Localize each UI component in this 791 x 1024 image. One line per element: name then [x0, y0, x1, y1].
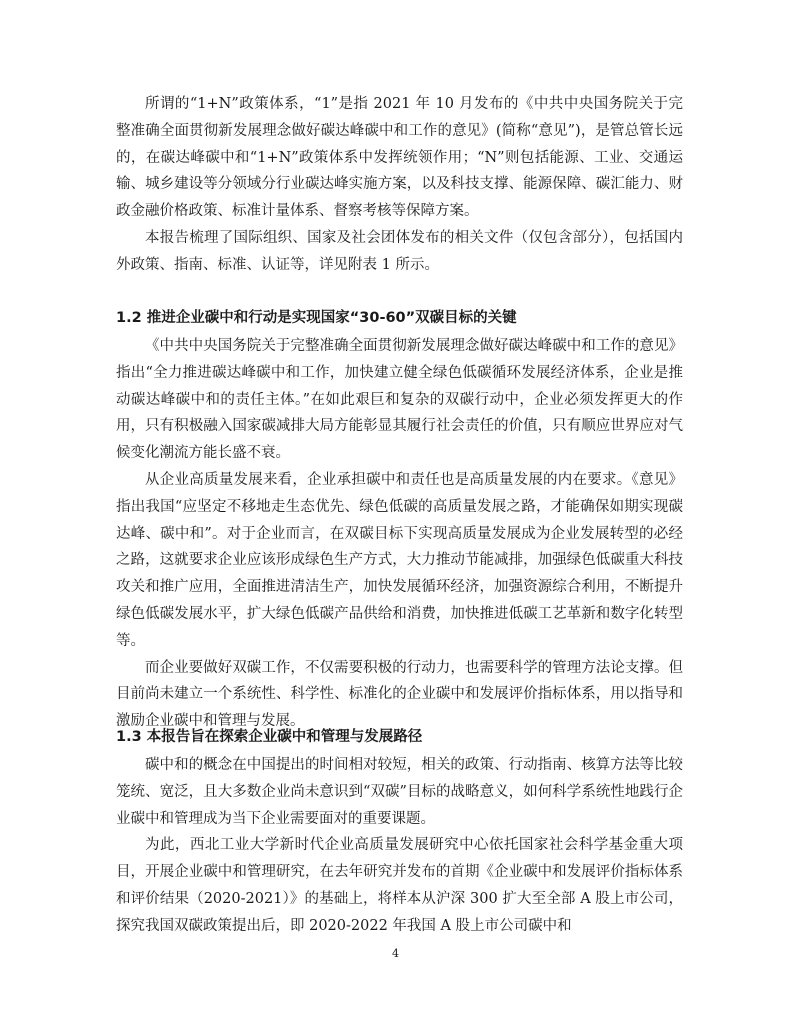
paragraph-policy-system: 所谓的“1+N”政策体系，“1”是指 2021 年 10 月发布的《中共中央国务院关于完整准确全面贯彻新发展理念做好碳达峰碳中和工作的意见》(简称“意见”)，是管总管长远的，在碳达峰碳中和“1+N”政策体系中发挥统领作用；“N”则包括能源、工业、交通运输、城乡建设等分领域分行业碳达峰实施方案，以及科技支撑、能源保障、碳汇能力、财政金融价格政策、标准计量体系、督察考核等保障方案。	[116, 96, 683, 220]
page-number: 4	[392, 947, 399, 960]
paragraph-management-methodology: 而企业要做好双碳工作，不仅需要积极的行动力，也需要科学的管理方法论支撑。但目前尚未建立一个系统性、科学性、标准化的企业碳中和发展评价指标体系，用以指导和激励企业碳中和管理与发展。	[116, 659, 683, 730]
section-1-2-body	[116, 333, 683, 735]
section-heading-1-2: 1.2 推进企业碳中和行动是实现国家“30-60”双碳目标的关键	[116, 310, 517, 326]
section-1-1-body	[116, 91, 683, 279]
paragraph-opinion-quote: 《中共中央国务院关于完整准确全面贯彻新发展理念做好碳达峰碳中和工作的意见》指出“全力推进碳达峰碳中和工作，加快建立健全绿色低碳循环发展经济体系，企业是推动碳达峰碳中和的责任主体。”在如此艰巨和复杂的双碳行动中，企业必须发挥更大的作用，只有积极融入国家碳减排大局方能彰显其履行社会责任的价值，只有顺应世界应对气候变化潮流方能长盛不衰。	[116, 338, 683, 462]
paragraph-report-scope: 本报告梳理了国际组织、国家及社会团体发布的相关文件（仅包含部分），包括国内外政策、指南、标准、认证等，详见附表 1 所示。	[116, 229, 683, 273]
paragraph-carbon-neutral-concept: 碳中和的概念在中国提出的时间相对较短，相关的政策、行动指南、核算方法等比较笼统、宽泛，且大多数企业尚未意识到“双碳”目标的战略意义，如何科学系统性地践行企业碳中和管理成为当下企业需要面对的重要课题。	[116, 757, 683, 827]
section-1-3-body	[116, 752, 683, 940]
paragraph-high-quality-development: 从企业高质量发展来看，企业承担碳中和责任也是高质量发展的内在要求。《意见》指出我国“应坚定不移地走生态优先、绿色低碳的高质量发展之路，才能确保如期实现碳达峰、碳中和”。对于企业而言，在双碳目标下实现高质量发展成为企业发展转型的必经之路，这就要求企业应该形成绿色生产方式，大力推动节能减排，加强绿色低碳重大科技攻关和推广应用，全面推进清洁生产，加快发展循环经济，加强资源综合利用，不断提升绿色低碳发展水平，扩大绿色低碳产品供给和消费，加快推进低碳工艺革新和数字化转型等。	[116, 471, 683, 649]
paragraph-research-center: 为此，西北工业大学新时代企业高质量发展研究中心依托国家社会科学基金重大项目，开展企业碳中和管理研究，在去年研究并发布的首期《企业碳中和发展评价指标体系和评价结果（2020-2021）》的基础上，将样本从沪深 300 扩大至全部 A 股上市公司，探究我国双碳政策提出后，即 2020-2022 年我国 A 股上市公司碳中和	[116, 837, 683, 934]
section-heading-1-3: 1.3 本报告旨在探索企业碳中和管理与发展路径	[116, 729, 423, 745]
